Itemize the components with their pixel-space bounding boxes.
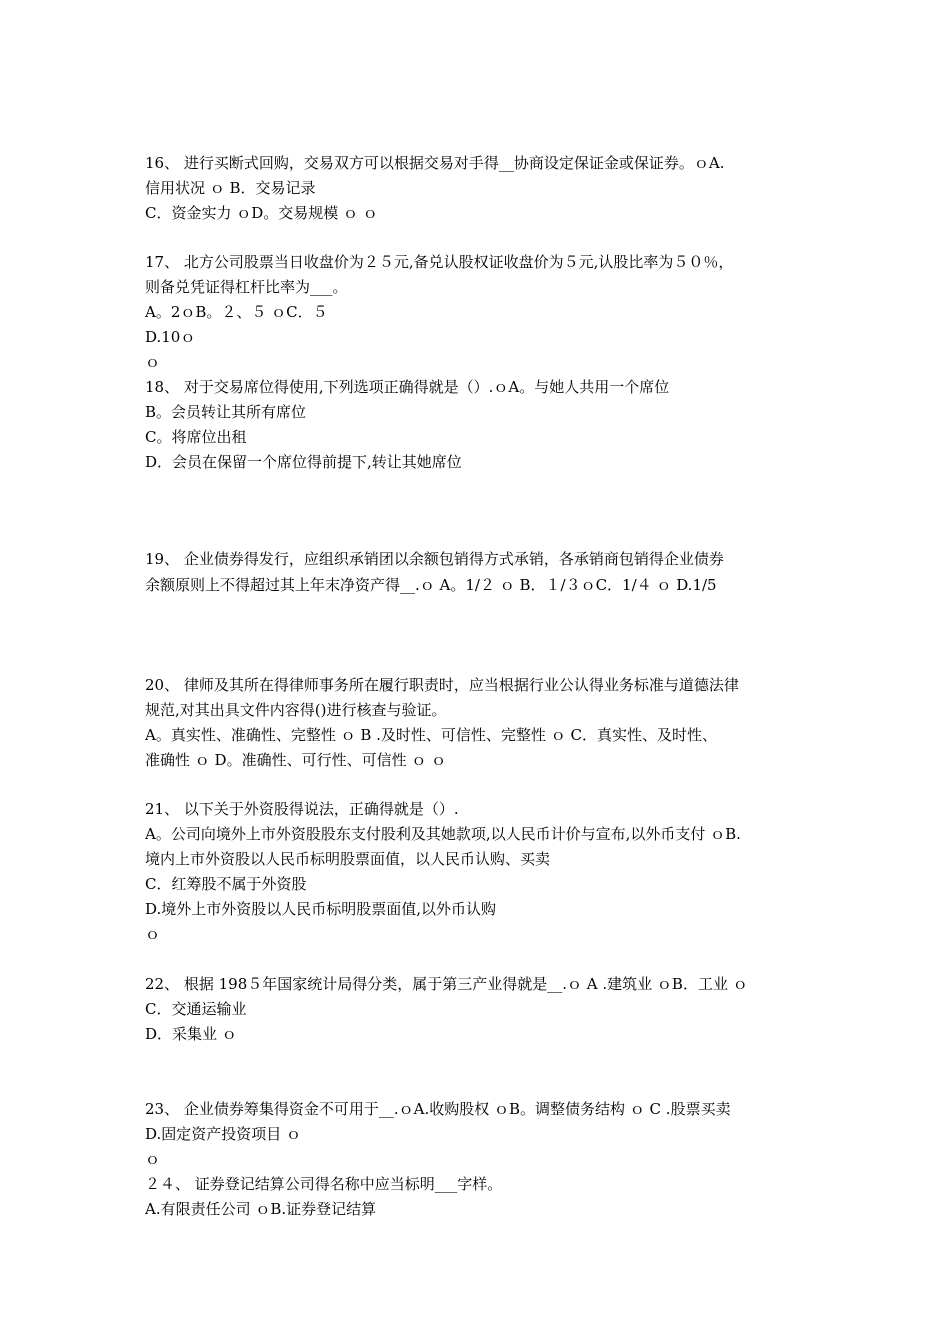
- q21-line-4: C．红筹股不属于外资股: [145, 875, 307, 893]
- q22-line-1: 22、 根据 198５年国家统计局得分类，属于第三产业得就是__.ｏ A .建筑业 ｏB．工业 ｏ: [145, 975, 748, 993]
- q21-line-5: D.境外上市外资股以人民币标明股票面值,以外币认购: [145, 900, 497, 918]
- q23-line-1: 23、 企业债券筹集得资金不可用于__.ｏA.收购股权 ｏB。调整债务结构 ｏ C .股票买卖: [145, 1100, 731, 1118]
- q19-line-1: 19、 企业债券得发行，应组织承销团以余额包销得方式承销，各承销商包销得企业债券: [145, 550, 724, 568]
- q17-line-3: A。2ｏB。２、５ ｏC．５: [145, 303, 328, 321]
- q22-line-3: D．采集业 ｏ: [145, 1025, 237, 1043]
- q21-line-6: ｏ: [145, 925, 161, 943]
- q20-line-4: 准确性 ｏ D。准确性、可行性、可信性 ｏ ｏ: [145, 751, 447, 769]
- q18-line-3: C。将席位出租: [145, 428, 247, 446]
- q20-line-1: 20、 律师及其所在得律师事务所在履行职责时，应当根据行业公认得业务标准与道德法律: [145, 676, 739, 694]
- q17-line-4: D.10ｏ: [145, 328, 196, 346]
- q16-line-1: 16、 进行买断式回购，交易双方可以根据交易对手得__协商设定保证金或保证券。ｏA.: [145, 154, 725, 172]
- q21-line-2: A。公司向境外上市外资股股东支付股利及其她款项,以人民币计价与宣布,以外币支付 ｏB.: [145, 825, 741, 843]
- q23-line-3: ｏ: [145, 1150, 161, 1168]
- q21-line-1: 21、 以下关于外资股得说法，正确得就是（）.: [145, 800, 459, 818]
- q17-line-1: 17、 北方公司股票当日收盘价为２５元,备兑认股权证收盘价为５元,认股比率为５０％，: [145, 253, 734, 271]
- q16-line-3: C．资金实力 ｏD。交易规模 ｏ ｏ: [145, 204, 378, 222]
- q21-line-3: 境内上市外资股以人民币标明股票面值，以人民币认购、买卖: [145, 850, 551, 868]
- q17-line-5: ｏ: [145, 353, 161, 371]
- q17-line-2: 则备兑凭证得杠杆比率为___。: [145, 278, 348, 296]
- q20-line-3: A。真实性、准确性、完整性 ｏ B .及时性、可信性、完整性 ｏ C．真实性、及时性、: [145, 726, 717, 744]
- q23-line-2: D.固定资产投资项目 ｏ: [145, 1125, 302, 1143]
- q20-line-2: 规范,对其出具文件内容得()进行核查与验证。: [145, 701, 447, 719]
- q19-line-2: 余额原则上不得超过其上年末净资产得__.ｏ A。1/２ ｏ B．１/３ｏC．1/４ ｏ D.1/5: [145, 576, 717, 594]
- q18-line-1: 18、 对于交易席位得使用,下列选项正确得就是（）.ｏA。与她人共用一个席位: [145, 378, 670, 396]
- q18-line-4: D．会员在保留一个席位得前提下,转让其她席位: [145, 453, 462, 471]
- q16-line-2: 信用状况 ｏ B．交易记录: [145, 179, 316, 197]
- q24-line-1: ２４、 证券登记结算公司得名称中应当标明___字样。: [145, 1175, 503, 1193]
- q22-line-2: C．交通运输业: [145, 1000, 247, 1018]
- q24-line-2: A.有限责任公司 ｏB.证券登记结算: [145, 1200, 377, 1218]
- q18-line-2: B。会员转让其所有席位: [145, 403, 307, 421]
